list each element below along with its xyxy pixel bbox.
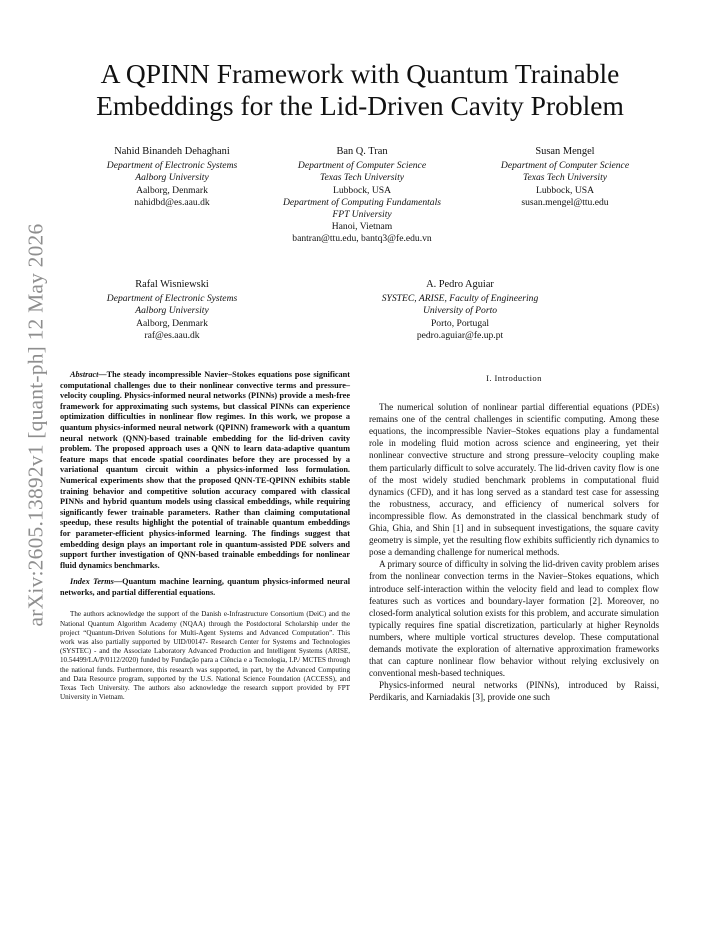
intro-paragraph-2: A primary source of difficulty in solving the lid-driven cavity problem arises from the nonlinear convection terms in the Navier–Stokes equations, which introduce self-interaction within the velocity field and lead to complex flow features such as vortices and boundary-layer formation [2]. Moreover, no closed-form analytical solution exists for this problem, and accurate simulation typically requires fine spatial discretization, particularly at higher Reynolds numbers, where multiple vortical structures develop. These computational demands motivate the exploration of alternative approximation frameworks that can capture nonlinear flow behavior without relying exclusively on conventional mesh-based techniques. [369, 559, 659, 679]
index-terms-text: Quantum machine learning, quantum physics-informed neural networks, and partial differential equations. [60, 577, 350, 597]
left-column [60, 370, 350, 703]
author-department: Department of Computer Science [500, 160, 630, 172]
paper-title [60, 58, 660, 122]
author-city: Lubbock, USA [535, 184, 595, 196]
author-city-2: Hanoi, Vietnam [331, 221, 393, 233]
author-university: University of Porto [422, 305, 498, 317]
author-email: nahidbd@es.aau.dk [134, 196, 210, 208]
index-terms-label: Index Terms— [70, 577, 123, 587]
author-block-3 [465, 146, 665, 209]
author-block-1 [57, 146, 287, 209]
author-university: Texas Tech University [319, 172, 405, 184]
author-university: Aalborg University [135, 305, 209, 317]
author-department: Department of Electronic Systems [106, 160, 238, 172]
abstract [60, 370, 350, 571]
arxiv-sidebar-stamp [14, 223, 58, 627]
acknowledgment: The authors acknowledge the support of the Danish e-Infrastructure Consortium (DeiC) and the National Quantum Algorithm Academy (NQAA) through the Postdoctoral Scholarship under the project “Quantum-Driven Solutions for Multi-Agent Systems and Advanced Computation”. This work was also partially supported by UID/00147- Research Center for Systems and Technologies (SYSTEC) - and the Associate Laboratory Advanced Production and Intelligent Systems (ARISE, 10.54499/LA/P/0112/2020) funded by Fundação para a Ciência e a Tecnologia, I.P./ MCTES through the national funds. Furthermore, this research was supported, in part, by the Advanced Computing and Data Resource program, supported by the U.S. National Science Foundation (ACCESS), and Texas Tech University. The authors also acknowledge the research support provided by FPT University in Vietnam. [60, 610, 350, 702]
author-block-5 [345, 279, 575, 342]
author-university: Texas Tech University [522, 172, 608, 184]
author-city: Porto, Portugal [430, 317, 490, 329]
author-city: Aalborg, Denmark [136, 317, 208, 329]
section-heading: I. Introduction [486, 373, 542, 383]
author-department: Department of Electronic Systems [106, 293, 238, 305]
author-department-2: Department of Computing Fundamentals [282, 196, 442, 208]
author-university: Aalborg University [135, 172, 209, 184]
author-name: Rafal Wisniewski [135, 279, 209, 290]
author-department: SYSTEC, ARISE, Faculty of Engineering [381, 293, 539, 305]
author-email: raf@es.aau.dk [144, 329, 200, 341]
author-name: Ban Q. Tran [336, 146, 388, 157]
author-email: susan.mengel@ttu.edu [521, 196, 609, 208]
abstract-text: The steady incompressible Navier–Stokes equations pose significant computational challenges due to their nonlinear convective terms and pressure–velocity coupling. Physics-informed neural networks (PINNs) provide a mesh-free framework for approximating such systems, but classical PINNs can experience optimization difficulties in nonlinear flow regimes. In this work, we propose a quantum physics-informed neural network (QPINN) framework with a quantum neural network (QNN)-based trainable embedding for the lid-driven cavity problem. The proposed approach uses a QNN to learn data-adaptive quantum feature maps that encode spatial coordinates before they are processed by a variational quantum circuit within a physics-informed loss formulation. Numerical experiments show that the proposed QNN-TE-QPINN exhibits stable training behavior and competitive solution accuracy compared with classical PINNs and hybrid quantum models using classical embeddings, while requiring significantly fewer trainable parameters. Rather than claiming computational speedup, these results highlight the potential of trainable quantum embeddings for parameter-efficient physics-informed learning. The findings suggest that embedding design plays an important role in quantum-assisted PDE solvers and support further investigation of QNN-based trainable embeddings for nonlinear fluid dynamics benchmarks. [60, 370, 350, 570]
author-block-4 [57, 279, 287, 342]
arxiv-id: arXiv:2605.13892v1 [quant-ph] 12 May 2026 [23, 223, 48, 627]
author-email: bantran@ttu.edu, bantq3@fe.edu.vn [292, 233, 432, 245]
author-block-2 [257, 146, 467, 246]
author-name: Nahid Binandeh Dehaghani [114, 146, 230, 157]
author-city: Aalborg, Denmark [136, 184, 208, 196]
title-line-2: Embeddings for the Lid-Driven Cavity Problem [96, 90, 624, 121]
author-department: Department of Computer Science [297, 160, 427, 172]
title-line-1: A QPINN Framework with Quantum Trainable [100, 58, 620, 89]
right-column [369, 372, 659, 703]
intro-paragraph-3: Physics-informed neural networks (PINNs), introduced by Raissi, Perdikaris, and Karniadakis [3], provide one such [369, 680, 659, 703]
author-university-2: FPT University [332, 209, 392, 221]
index-terms [60, 577, 350, 598]
author-name: A. Pedro Aguiar [426, 279, 494, 290]
author-city: Lubbock, USA [332, 184, 392, 196]
abstract-label: Abstract— [70, 370, 107, 379]
author-email: pedro.aguiar@fe.up.pt [416, 329, 504, 341]
author-name: Susan Mengel [535, 146, 595, 157]
intro-paragraph-1: The numerical solution of nonlinear partial differential equations (PDEs) remains one of the central challenges in scientific computing. Among these equations, the incompressible Navier–Stokes equations play a fundamental role in modeling fluid motion across science and engineering, yet their nonlinear convective structure and strong pressure–velocity coupling make them particularly difficult to solve accurately. The lid-driven cavity flow is one of the most widely studied benchmark problems in computational fluid dynamics (CFD), and it has long served as a standard test case for assessing the robustness, accuracy, and efficiency of numerical solvers for incompressible flow. As demonstrated in the classical benchmark study of Ghia, Ghia, and Shin [1] and in subsequent investigations, the square cavity geometry is simple, yet the resulting flow exhibits sufficiently rich dynamics to pose a demanding challenge for numerical methods. [369, 402, 659, 558]
